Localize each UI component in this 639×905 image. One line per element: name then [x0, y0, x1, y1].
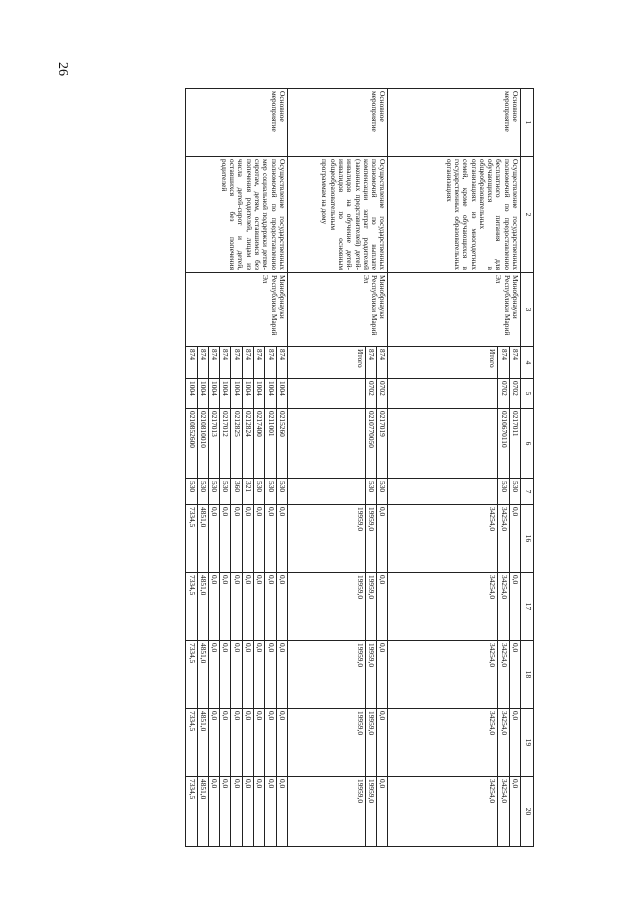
cell-value: 0,0 — [265, 641, 276, 709]
cell-value: 0,0 — [208, 777, 219, 847]
rotated-table-container — [114, 88, 534, 846]
agency-cell: Минобрнауки Республики Марий Эл — [388, 273, 521, 347]
cell-target: 0217400 — [254, 409, 265, 479]
cell-value: 19959,0 — [287, 777, 365, 847]
cell-grbs: 874 — [276, 347, 287, 379]
cell-grbs: 874 — [509, 347, 520, 379]
cell-value: 0,0 — [242, 505, 253, 573]
cell-value: 0,0 — [377, 709, 388, 777]
cell-section: 1004 — [208, 379, 219, 409]
header-cell: 5 — [521, 379, 534, 409]
cell-value: 19959,0 — [365, 641, 376, 709]
cell-type: 530 — [365, 479, 376, 505]
category-cell: Основное мероприятие — [186, 89, 288, 157]
cell-value: 0,0 — [377, 505, 388, 573]
header-cell: 1 — [521, 89, 534, 157]
header-cell: 4 — [521, 347, 534, 379]
cell-target: 0210810010 — [197, 409, 208, 479]
cell-section: 1004 — [220, 379, 231, 409]
description-cell: Осуществление государственных полномочий по предоставлению мер социальной поддержки детям-сиротам, детям, оставшимся без попечения родителей, лицам из числа детей-сирот и детей, оставшихся без попечения родителей — [186, 157, 288, 273]
cell-target: 0217011 — [509, 409, 520, 479]
cell-section: 0702 — [498, 379, 509, 409]
cell-value: 7334,5 — [186, 709, 197, 777]
header-row — [521, 89, 534, 847]
cell-value: 19959,0 — [365, 573, 376, 641]
cell-value: 7334,5 — [186, 573, 197, 641]
cell-type — [287, 479, 365, 505]
cell-value: 0,0 — [509, 709, 520, 777]
cell-grbs: 874 — [231, 347, 242, 379]
cell-value: 19959,0 — [287, 641, 365, 709]
category-cell: Основное мероприятие — [388, 89, 521, 157]
cell-type: 530 — [265, 479, 276, 505]
cell-value: 19959,0 — [365, 709, 376, 777]
cell-value: 0,0 — [377, 777, 388, 847]
cell-total-label: Итого — [388, 347, 498, 379]
header-cell: 19 — [521, 709, 534, 777]
cell-section: 1004 — [254, 379, 265, 409]
cell-value: 0,0 — [231, 573, 242, 641]
cell-value: 4851,0 — [197, 777, 208, 847]
cell-target: 0210670110 — [498, 409, 509, 479]
cell-target — [388, 409, 498, 479]
cell-value: 0,0 — [377, 641, 388, 709]
cell-target: 0210770050 — [365, 409, 376, 479]
cell-section: 0702 — [509, 379, 520, 409]
cell-section — [388, 379, 498, 409]
cell-type: 360 — [231, 479, 242, 505]
header-cell: 17 — [521, 573, 534, 641]
cell-section: 0702 — [365, 379, 376, 409]
cell-value: 19959,0 — [287, 505, 365, 573]
cell-value: 34254,0 — [498, 505, 509, 573]
cell-section: 1004 — [276, 379, 287, 409]
cell-grbs: 874 — [220, 347, 231, 379]
cell-value: 34254,0 — [388, 505, 498, 573]
cell-value: 0,0 — [231, 709, 242, 777]
cell-type: 530 — [186, 479, 197, 505]
cell-section — [287, 379, 365, 409]
header-cell: 6 — [521, 409, 534, 479]
cell-value: 0,0 — [265, 505, 276, 573]
cell-value: 0,0 — [208, 709, 219, 777]
cell-value: 34254,0 — [388, 641, 498, 709]
cell-value: 0,0 — [242, 709, 253, 777]
cell-value: 0,0 — [254, 709, 265, 777]
cell-type: 530 — [498, 479, 509, 505]
cell-grbs: 874 — [265, 347, 276, 379]
cell-value: 0,0 — [242, 573, 253, 641]
cell-value: 0,0 — [254, 641, 265, 709]
cell-section: 0702 — [377, 379, 388, 409]
agency-cell: Минобрнауки Республики Марий Эл — [287, 273, 388, 347]
cell-value: 0,0 — [276, 573, 287, 641]
header-cell: 7 — [521, 479, 534, 505]
cell-target: 0211001 — [265, 409, 276, 479]
page-number: 26 — [55, 62, 70, 76]
cell-grbs: 874 — [254, 347, 265, 379]
cell-value: 0,0 — [254, 505, 265, 573]
header-cell: 20 — [521, 777, 534, 847]
cell-value: 0,0 — [220, 573, 231, 641]
header-cell: 3 — [521, 273, 534, 347]
cell-grbs: 874 — [197, 347, 208, 379]
cell-grbs: 874 — [365, 347, 376, 379]
cell-grbs: 874 — [242, 347, 253, 379]
header-cell: 18 — [521, 641, 534, 709]
cell-type: 530 — [254, 479, 265, 505]
cell-section: 1004 — [231, 379, 242, 409]
cell-section: 1004 — [265, 379, 276, 409]
header-cell: 2 — [521, 157, 534, 273]
cell-target: 0210852600 — [186, 409, 197, 479]
cell-target: 0215260 — [276, 409, 287, 479]
cell-value: 4851,0 — [197, 573, 208, 641]
cell-value: 7334,5 — [186, 641, 197, 709]
cell-value: 0,0 — [254, 777, 265, 847]
cell-value: 0,0 — [509, 641, 520, 709]
cell-value: 0,0 — [509, 777, 520, 847]
cell-section: 1004 — [242, 379, 253, 409]
cell-value: 0,0 — [208, 641, 219, 709]
cell-target: 0217012 — [220, 409, 231, 479]
cell-target: 0217013 — [208, 409, 219, 479]
cell-grbs: 874 — [498, 347, 509, 379]
cell-value: 0,0 — [265, 709, 276, 777]
cell-section: 1004 — [186, 379, 197, 409]
cell-value: 0,0 — [242, 777, 253, 847]
cell-value: 0,0 — [265, 573, 276, 641]
cell-value: 0,0 — [231, 777, 242, 847]
cell-grbs: 874 — [377, 347, 388, 379]
cell-value: 0,0 — [220, 505, 231, 573]
cell-value: 4851,0 — [197, 709, 208, 777]
cell-value: 7334,5 — [186, 505, 197, 573]
cell-value: 34254,0 — [388, 709, 498, 777]
cell-value: 19959,0 — [287, 709, 365, 777]
cell-value: 0,0 — [254, 573, 265, 641]
cell-value: 0,0 — [220, 709, 231, 777]
cell-type: 530 — [197, 479, 208, 505]
cell-type: 321 — [242, 479, 253, 505]
cell-value: 34254,0 — [498, 641, 509, 709]
cell-target — [287, 409, 365, 479]
cell-value: 19959,0 — [365, 777, 376, 847]
cell-value: 4851,0 — [197, 641, 208, 709]
cell-type: 530 — [377, 479, 388, 505]
table-row — [377, 89, 388, 847]
cell-value: 34254,0 — [388, 777, 498, 847]
cell-value: 0,0 — [276, 709, 287, 777]
cell-value: 34254,0 — [498, 777, 509, 847]
cell-value: 34254,0 — [498, 573, 509, 641]
cell-value: 0,0 — [231, 505, 242, 573]
category-cell: Основное мероприятие — [287, 89, 388, 157]
cell-target: 0217019 — [377, 409, 388, 479]
cell-value: 0,0 — [276, 641, 287, 709]
cell-value: 34254,0 — [388, 573, 498, 641]
cell-value: 4851,0 — [197, 505, 208, 573]
cell-value: 0,0 — [276, 777, 287, 847]
cell-value: 0,0 — [265, 777, 276, 847]
cell-value: 0,0 — [208, 573, 219, 641]
cell-grbs: 874 — [208, 347, 219, 379]
cell-section: 1004 — [197, 379, 208, 409]
cell-type: 530 — [509, 479, 520, 505]
table-row — [509, 89, 520, 847]
description-cell: Осуществление государственных полномочий по выплате компенсации затрат родителей (законных представителей) детей-инвалидов на обучение детей-инвалидов по основным общеобразовательным программам на дому — [287, 157, 388, 273]
cell-value: 19959,0 — [365, 505, 376, 573]
cell-type: 530 — [276, 479, 287, 505]
cell-value: 0,0 — [276, 505, 287, 573]
cell-value: 0,0 — [377, 573, 388, 641]
cell-value: 0,0 — [231, 641, 242, 709]
cell-type — [388, 479, 498, 505]
cell-value: 0,0 — [509, 573, 520, 641]
description-cell: Осуществление государственных полномочий по предоставлению бесплатного питания для обучающихся в общеобразовательных организациях из многодетных семей, кроме обучающихся в государственных образовательных организациях — [388, 157, 521, 273]
budget-table — [185, 88, 534, 847]
cell-value: 0,0 — [220, 641, 231, 709]
header-cell: 16 — [521, 505, 534, 573]
cell-value: 0,0 — [220, 777, 231, 847]
cell-value: 19959,0 — [287, 573, 365, 641]
cell-target: 0212825 — [231, 409, 242, 479]
cell-value: 7334,5 — [186, 777, 197, 847]
cell-type: 530 — [208, 479, 219, 505]
cell-value: 34254,0 — [498, 709, 509, 777]
table-row — [276, 89, 287, 847]
cell-value: 0,0 — [509, 505, 520, 573]
cell-type: 530 — [220, 479, 231, 505]
cell-total-label: Итого — [287, 347, 365, 379]
cell-value: 0,0 — [208, 505, 219, 573]
cell-grbs: 874 — [186, 347, 197, 379]
agency-cell: Минобрнауки Республики Марий Эл — [186, 273, 288, 347]
cell-target: 0212824 — [242, 409, 253, 479]
cell-value: 0,0 — [242, 641, 253, 709]
